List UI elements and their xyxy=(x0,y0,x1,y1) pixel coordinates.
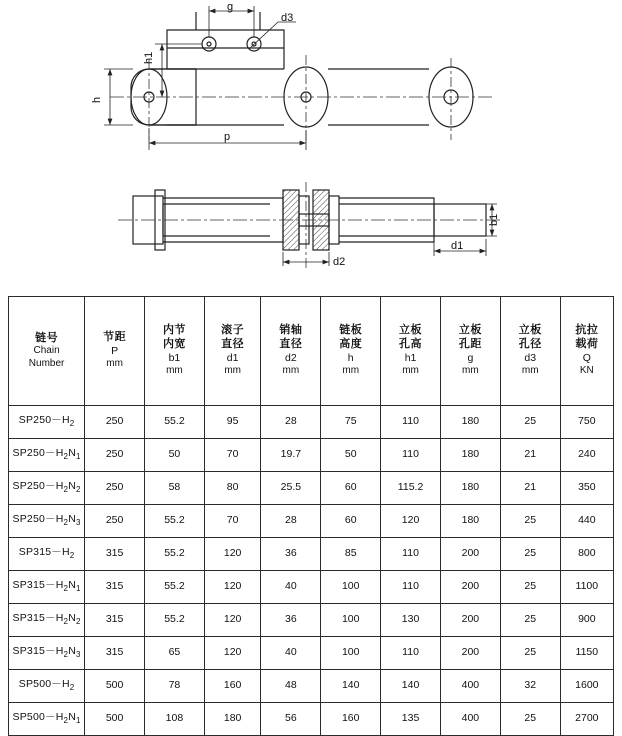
cell-roller-diameter: 80 xyxy=(204,472,261,505)
cell-tensile-load: 240 xyxy=(560,439,613,472)
cell-pitch: 315 xyxy=(85,604,145,637)
col-upright-hole-diameter: 立板 孔径 d3 mm xyxy=(500,297,560,406)
cell-chain-number: $SP315-H_2N_3$ xyxy=(9,637,85,670)
cell-plate-height: 100 xyxy=(321,571,381,604)
cell-roller-diameter: 120 xyxy=(204,571,261,604)
cell-chain-number: $SP250-H_2$ xyxy=(9,406,85,439)
col-tensile-load: 抗拉 载荷 Q KN xyxy=(560,297,613,406)
table-row xyxy=(9,604,614,637)
cell-upright-hole-pitch: 200 xyxy=(440,538,500,571)
col-upright-hole-pitch: 立板 孔距 g mm xyxy=(440,297,500,406)
cell-plate-height: 85 xyxy=(321,538,381,571)
cell-pitch: 250 xyxy=(85,406,145,439)
cell-tensile-load: 800 xyxy=(560,538,613,571)
cell-plate-height: 75 xyxy=(321,406,381,439)
cell-pin-diameter: 56 xyxy=(261,703,321,736)
cell-pitch: 500 xyxy=(85,703,145,736)
cell-upright-hole-height: 110 xyxy=(381,439,441,472)
table-header-row xyxy=(9,297,614,406)
col-roller-diameter: 滚子 直径 d1 mm xyxy=(204,297,261,406)
cell-chain-number: $SP315-H_2N_1$ xyxy=(9,571,85,604)
table-row xyxy=(9,703,614,736)
cell-pitch: 315 xyxy=(85,637,145,670)
cell-upright-hole-diameter: 25 xyxy=(500,637,560,670)
cell-pitch: 315 xyxy=(85,571,145,604)
cell-upright-hole-diameter: 21 xyxy=(500,472,560,505)
col-pitch: 节距 P mm xyxy=(85,297,145,406)
cell-plate-height: 100 xyxy=(321,604,381,637)
table-row xyxy=(9,406,614,439)
cell-plate-height: 50 xyxy=(321,439,381,472)
cell-roller-diameter: 120 xyxy=(204,637,261,670)
table-row xyxy=(9,571,614,604)
cell-pin-diameter: 40 xyxy=(261,571,321,604)
cell-chain-number: $SP500-H_2N_1$ xyxy=(9,703,85,736)
cell-roller-diameter: 160 xyxy=(204,670,261,703)
cell-inner-width: 55.2 xyxy=(145,571,205,604)
table-row xyxy=(9,439,614,472)
cell-tensile-load: 1600 xyxy=(560,670,613,703)
cell-pitch: 500 xyxy=(85,670,145,703)
cell-upright-hole-height: 110 xyxy=(381,637,441,670)
cell-upright-hole-pitch: 200 xyxy=(440,571,500,604)
cell-roller-diameter: 95 xyxy=(204,406,261,439)
cell-upright-hole-diameter: 25 xyxy=(500,406,560,439)
label-h: h xyxy=(91,96,103,103)
cell-tensile-load: 440 xyxy=(560,505,613,538)
cell-upright-hole-pitch: 180 xyxy=(440,439,500,472)
cell-inner-width: 55.2 xyxy=(145,406,205,439)
cell-upright-hole-pitch: 200 xyxy=(440,637,500,670)
cell-pin-diameter: 28 xyxy=(261,406,321,439)
table-row xyxy=(9,505,614,538)
cell-tensile-load: 350 xyxy=(560,472,613,505)
label-d2: d2 xyxy=(333,256,346,268)
table-row xyxy=(9,538,614,571)
cell-inner-width: 50 xyxy=(145,439,205,472)
cell-inner-width: 55.2 xyxy=(145,538,205,571)
cell-pitch: 250 xyxy=(85,439,145,472)
cell-upright-hole-diameter: 25 xyxy=(500,703,560,736)
cell-inner-width: 55.2 xyxy=(145,505,205,538)
cell-upright-hole-diameter: 25 xyxy=(500,538,560,571)
cell-chain-number: $SP315-H_2N_2$ xyxy=(9,604,85,637)
cell-pin-diameter: 19.7 xyxy=(261,439,321,472)
cell-pin-diameter: 36 xyxy=(261,538,321,571)
cell-pin-diameter: 28 xyxy=(261,505,321,538)
cell-inner-width: 78 xyxy=(145,670,205,703)
cell-inner-width: 108 xyxy=(145,703,205,736)
cell-plate-height: 100 xyxy=(321,637,381,670)
cell-roller-diameter: 70 xyxy=(204,505,261,538)
cell-inner-width: 65 xyxy=(145,637,205,670)
cell-tensile-load: 900 xyxy=(560,604,613,637)
cell-tensile-load: 2700 xyxy=(560,703,613,736)
cell-upright-hole-height: 135 xyxy=(381,703,441,736)
cell-inner-width: 58 xyxy=(145,472,205,505)
cell-chain-number: $SP500-H_2$ xyxy=(9,670,85,703)
table-row xyxy=(9,670,614,703)
cell-upright-hole-height: 110 xyxy=(381,406,441,439)
table-row xyxy=(9,637,614,670)
cell-upright-hole-height: 110 xyxy=(381,571,441,604)
cell-tensile-load: 1100 xyxy=(560,571,613,604)
col-inner-width: 内节 内宽 b1 mm xyxy=(145,297,205,406)
col-chain-number: 链号 Chain Number xyxy=(9,297,85,406)
cell-upright-hole-pitch: 200 xyxy=(440,604,500,637)
cell-chain-number: $SP250-H_2N_3$ xyxy=(9,505,85,538)
label-d1: d1 xyxy=(451,240,464,252)
col-plate-height: 链板 高度 h mm xyxy=(321,297,381,406)
cell-upright-hole-height: 110 xyxy=(381,538,441,571)
cell-upright-hole-height: 115.2 xyxy=(381,472,441,505)
cell-plate-height: 60 xyxy=(321,472,381,505)
cell-upright-hole-height: 140 xyxy=(381,670,441,703)
cell-upright-hole-height: 120 xyxy=(381,505,441,538)
cell-upright-hole-diameter: 32 xyxy=(500,670,560,703)
cell-upright-hole-pitch: 180 xyxy=(440,406,500,439)
cell-pitch: 250 xyxy=(85,472,145,505)
col-pin-diameter: 销轴 直径 d2 mm xyxy=(261,297,321,406)
label-p: p xyxy=(224,131,231,143)
label-h1: h1 xyxy=(143,51,155,64)
cell-plate-height: 140 xyxy=(321,670,381,703)
cell-inner-width: 55.2 xyxy=(145,604,205,637)
cell-upright-hole-pitch: 400 xyxy=(440,703,500,736)
cell-pin-diameter: 25.5 xyxy=(261,472,321,505)
chain-technical-drawing xyxy=(0,0,622,288)
cell-chain-number: $SP250-H_2N_2$ xyxy=(9,472,85,505)
cell-upright-hole-pitch: 180 xyxy=(440,472,500,505)
cell-tensile-load: 1150 xyxy=(560,637,613,670)
cell-chain-number: $SP315-H_2$ xyxy=(9,538,85,571)
cell-roller-diameter: 70 xyxy=(204,439,261,472)
cell-pin-diameter: 40 xyxy=(261,637,321,670)
cell-tensile-load: 750 xyxy=(560,406,613,439)
cell-upright-hole-diameter: 25 xyxy=(500,604,560,637)
cell-pin-diameter: 36 xyxy=(261,604,321,637)
table-row xyxy=(9,472,614,505)
label-d3: d3 xyxy=(281,12,294,24)
cell-roller-diameter: 180 xyxy=(204,703,261,736)
cell-roller-diameter: 120 xyxy=(204,538,261,571)
col-upright-hole-height: 立板 孔高 h1 mm xyxy=(381,297,441,406)
chain-spec-table xyxy=(8,296,614,736)
cell-pin-diameter: 48 xyxy=(261,670,321,703)
cell-upright-hole-pitch: 180 xyxy=(440,505,500,538)
cell-upright-hole-diameter: 25 xyxy=(500,571,560,604)
cell-upright-hole-diameter: 21 xyxy=(500,439,560,472)
table-body xyxy=(9,406,614,736)
cell-roller-diameter: 120 xyxy=(204,604,261,637)
cell-chain-number: $SP250-H_2N_1$ xyxy=(9,439,85,472)
cell-upright-hole-diameter: 25 xyxy=(500,505,560,538)
cell-plate-height: 160 xyxy=(321,703,381,736)
cell-pitch: 315 xyxy=(85,538,145,571)
cell-pitch: 250 xyxy=(85,505,145,538)
cell-upright-hole-pitch: 400 xyxy=(440,670,500,703)
cell-upright-hole-height: 130 xyxy=(381,604,441,637)
label-g: g xyxy=(227,1,234,13)
label-b1: b1 xyxy=(488,213,500,226)
cell-plate-height: 60 xyxy=(321,505,381,538)
